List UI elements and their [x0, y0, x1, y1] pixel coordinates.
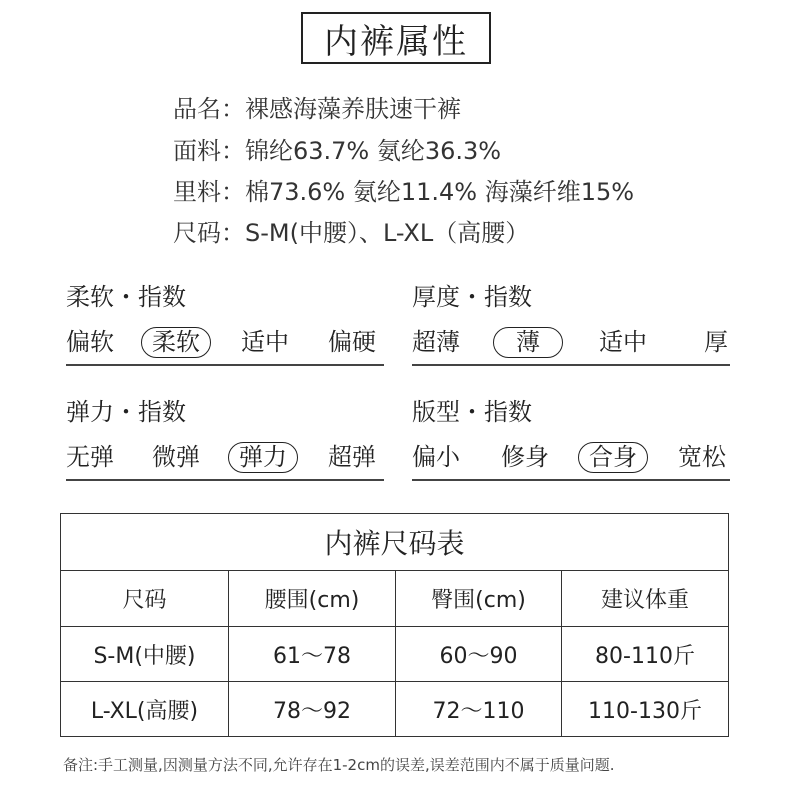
fit-option: 宽松	[678, 443, 726, 471]
softness-index	[66, 282, 384, 366]
size-table-header-row	[61, 571, 729, 627]
attr-value: 棉73.6% 氨纶11.4% 海藻纤维15%	[245, 178, 635, 206]
fit-option: 偏小	[412, 443, 460, 471]
thickness-index	[412, 282, 730, 366]
elasticity-index-title: 弹力・指数	[66, 398, 186, 426]
elasticity-option-selected: 弹力	[228, 442, 298, 473]
elasticity-option: 无弹	[66, 443, 114, 471]
attr-key: 尺码：	[173, 219, 245, 247]
elasticity-index	[66, 397, 384, 481]
fit-option: 修身	[501, 443, 549, 471]
attr-fabric	[173, 136, 501, 166]
table-cell: 110-130斤	[562, 682, 729, 737]
fit-option-selected: 合身	[578, 442, 648, 473]
fit-index-title: 版型・指数	[412, 398, 532, 426]
table-cell: L-XL(高腰)	[61, 682, 229, 737]
thickness-option: 厚	[704, 328, 728, 356]
table-cell: 72～110	[396, 682, 562, 737]
column-header-hip: 臀围(cm)	[396, 571, 562, 627]
table-cell: 61～78	[229, 627, 396, 682]
table-cell: 80-110斤	[562, 627, 729, 682]
elasticity-option: 微弹	[152, 443, 200, 471]
table-cell: S-M(中腰)	[61, 627, 229, 682]
softness-option: 偏软	[66, 328, 114, 356]
thickness-option: 超薄	[412, 328, 460, 356]
softness-index-title: 柔软・指数	[66, 283, 186, 311]
column-header-size: 尺码	[61, 571, 229, 627]
column-header-waist: 腰围(cm)	[229, 571, 396, 627]
thickness-option: 适中	[599, 328, 647, 356]
softness-option-selected: 柔软	[141, 327, 211, 358]
softness-option: 偏硬	[328, 328, 376, 356]
table-cell: 60～90	[396, 627, 562, 682]
size-table-caption: 内裤尺码表	[61, 514, 729, 571]
table-cell: 78～92	[229, 682, 396, 737]
column-header-weight: 建议体重	[562, 571, 729, 627]
attr-value: 锦纶63.7% 氨纶36.3%	[245, 137, 502, 165]
thickness-index-title: 厚度・指数	[412, 283, 532, 311]
attr-size	[173, 218, 529, 248]
attr-key: 里料：	[173, 178, 245, 206]
elasticity-option: 超弹	[328, 443, 376, 471]
attr-value: 裸感海藻养肤速干裤	[245, 95, 461, 123]
attr-product-name	[173, 94, 461, 124]
softness-option: 适中	[241, 328, 289, 356]
softness-scale	[66, 326, 384, 366]
size-table	[60, 513, 729, 737]
attr-key: 品名：	[173, 95, 245, 123]
fit-index	[412, 397, 730, 481]
thickness-scale	[412, 326, 730, 366]
footnote: 备注:手工测量,因测量方法不同,允许存在1-2cm的误差,误差范围内不属于质量问题.	[63, 756, 615, 774]
thickness-option-selected: 薄	[493, 327, 563, 358]
table-row	[61, 682, 729, 737]
fit-scale	[412, 441, 730, 481]
page-title: 内裤属性	[301, 12, 491, 64]
attr-value: S-M(中腰）、L-XL（高腰）	[245, 219, 530, 247]
attr-lining	[173, 177, 634, 207]
attr-key: 面料：	[173, 137, 245, 165]
elasticity-scale	[66, 441, 384, 481]
table-row	[61, 627, 729, 682]
